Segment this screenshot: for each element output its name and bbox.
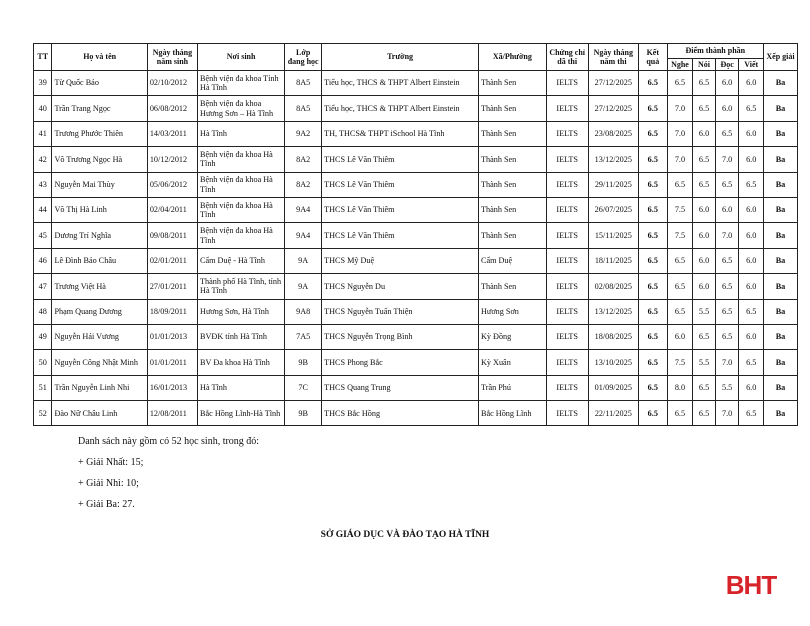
department-title: SỞ GIÁO DỤC VÀ ĐÀO TẠO HÀ TĨNH <box>320 530 490 540</box>
cell-school: THCS Mỹ Duệ <box>322 248 479 273</box>
cell-grade: 9B <box>285 350 322 375</box>
cell-school: THCS Nguyễn Tuấn Thiện <box>322 299 479 324</box>
cell-row-number: 49 <box>34 324 52 349</box>
cell-certificate: IELTS <box>546 147 588 172</box>
cell-student-name: Võ Thị Hà Linh <box>52 197 147 222</box>
cell-result: 6.5 <box>638 96 667 121</box>
cell-row-number: 50 <box>34 350 52 375</box>
cell-birthplace: Bệnh viện đa khoa Hà Tĩnh <box>198 223 285 248</box>
cell-exam-date: 15/11/2025 <box>588 223 638 248</box>
cell-result: 6.5 <box>638 375 667 400</box>
cell-school: THCS Lê Văn Thiêm <box>322 197 479 222</box>
cell-exam-date: 13/10/2025 <box>588 350 638 375</box>
cell-score-listening: 7.0 <box>667 96 693 121</box>
cell-score-reading: 6.5 <box>715 121 739 146</box>
cell-row-number: 46 <box>34 248 52 273</box>
table-row <box>34 121 798 146</box>
cell-grade: 8A5 <box>285 71 322 96</box>
summary <box>78 437 259 521</box>
cell-prize-rank: Ba <box>764 96 798 121</box>
cell-birthplace: Hà Tĩnh <box>198 375 285 400</box>
table-row <box>34 248 798 273</box>
cell-result: 6.5 <box>638 350 667 375</box>
cell-score-writing: 6.5 <box>739 350 764 375</box>
cell-result: 6.5 <box>638 248 667 273</box>
cell-certificate: IELTS <box>546 172 588 197</box>
table-row <box>34 96 798 121</box>
cell-grade: 8A5 <box>285 96 322 121</box>
cell-prize-rank: Ba <box>764 172 798 197</box>
cell-score-reading: 7.0 <box>715 223 739 248</box>
cell-grade: 9A4 <box>285 223 322 248</box>
header-listening: Nghe <box>667 59 693 71</box>
cell-result: 6.5 <box>638 71 667 96</box>
cell-score-reading: 6.0 <box>715 96 739 121</box>
cell-score-reading: 6.0 <box>715 71 739 96</box>
cell-score-speaking: 6.5 <box>693 172 716 197</box>
cell-student-name: Dương Trí Nghĩa <box>52 223 147 248</box>
cell-certificate: IELTS <box>546 375 588 400</box>
cell-ward: Trần Phú <box>479 375 547 400</box>
cell-certificate: IELTS <box>546 223 588 248</box>
cell-birthplace: Bệnh viện đa khoa Hà Tĩnh <box>198 197 285 222</box>
cell-prize-rank: Ba <box>764 375 798 400</box>
cell-student-name: Trương Phước Thiên <box>52 121 147 146</box>
cell-prize-rank: Ba <box>764 248 798 273</box>
cell-date-of-birth: 18/09/2011 <box>147 299 197 324</box>
cell-score-reading: 5.5 <box>715 375 739 400</box>
cell-certificate: IELTS <box>546 274 588 299</box>
cell-score-listening: 6.5 <box>667 274 693 299</box>
cell-score-listening: 7.5 <box>667 223 693 248</box>
cell-school: Tiểu học, THCS & THPT Albert Einstein <box>322 71 479 96</box>
cell-score-listening: 6.5 <box>667 248 693 273</box>
header-result: Kết quả <box>638 44 667 71</box>
cell-exam-date: 01/09/2025 <box>588 375 638 400</box>
cell-exam-date: 27/12/2025 <box>588 71 638 96</box>
header-birthplace: Nơi sinh <box>198 44 285 71</box>
table-row <box>34 324 798 349</box>
cell-grade: 7C <box>285 375 322 400</box>
cell-birthplace: Bệnh viện đa khoa Hương Sơn – Hà Tĩnh <box>198 96 285 121</box>
cell-certificate: IELTS <box>546 299 588 324</box>
cell-grade: 8A2 <box>285 172 322 197</box>
cell-ward: Bắc Hồng Lĩnh <box>479 401 547 426</box>
cell-exam-date: 29/11/2025 <box>588 172 638 197</box>
cell-ward: Thành Sen <box>479 172 547 197</box>
header-grade: Lớp đang học <box>285 44 322 71</box>
cell-row-number: 39 <box>34 71 52 96</box>
cell-score-speaking: 6.5 <box>693 147 716 172</box>
cell-score-reading: 6.5 <box>715 299 739 324</box>
cell-date-of-birth: 02/04/2011 <box>147 197 197 222</box>
cell-score-writing: 6.0 <box>739 324 764 349</box>
cell-birthplace: Bệnh viện đa khoa Tỉnh Hà Tĩnh <box>198 71 285 96</box>
cell-score-speaking: 6.0 <box>693 121 716 146</box>
cell-date-of-birth: 12/08/2011 <box>147 401 197 426</box>
cell-prize-rank: Ba <box>764 147 798 172</box>
cell-birthplace: BVĐK tỉnh Hà Tĩnh <box>198 324 285 349</box>
cell-ward: Kỳ Xuân <box>479 350 547 375</box>
cell-exam-date: 18/11/2025 <box>588 248 638 273</box>
table-row <box>34 172 798 197</box>
cell-date-of-birth: 01/01/2011 <box>147 350 197 375</box>
cell-student-name: Lê Đình Bảo Châu <box>52 248 147 273</box>
cell-score-reading: 6.5 <box>715 248 739 273</box>
cell-score-speaking: 6.0 <box>693 274 716 299</box>
cell-school: THCS Phong Bắc <box>322 350 479 375</box>
cell-school: THCS Quang Trung <box>322 375 479 400</box>
cell-student-name: Nguyễn Hải Vương <box>52 324 147 349</box>
cell-row-number: 41 <box>34 121 52 146</box>
cell-prize-rank: Ba <box>764 401 798 426</box>
cell-birthplace: Hà Tĩnh <box>198 121 285 146</box>
cell-prize-rank: Ba <box>764 223 798 248</box>
cell-certificate: IELTS <box>546 71 588 96</box>
cell-birthplace: Cẩm Duệ - Hà Tĩnh <box>198 248 285 273</box>
cell-score-listening: 7.0 <box>667 147 693 172</box>
cell-score-reading: 6.5 <box>715 172 739 197</box>
cell-exam-date: 27/12/2025 <box>588 96 638 121</box>
cell-student-name: Trần Nguyễn Linh Nhi <box>52 375 147 400</box>
cell-birthplace: Bệnh viện đa khoa Hà Tĩnh <box>198 172 285 197</box>
cell-birthplace: BV Đa khoa Hà Tĩnh <box>198 350 285 375</box>
cell-student-name: Trương Việt Hà <box>52 274 147 299</box>
cell-score-reading: 7.0 <box>715 350 739 375</box>
cell-score-listening: 6.0 <box>667 324 693 349</box>
cell-prize-rank: Ba <box>764 121 798 146</box>
cell-school: THCS Lê Văn Thiêm <box>322 172 479 197</box>
cell-ward: Thành Sen <box>479 274 547 299</box>
cell-birthplace: Hương Sơn, Hà Tĩnh <box>198 299 285 324</box>
cell-student-name: Đào Nữ Châu Linh <box>52 401 147 426</box>
cell-result: 6.5 <box>638 274 667 299</box>
cell-student-name: Từ Quốc Bảo <box>52 71 147 96</box>
cell-date-of-birth: 10/12/2012 <box>147 147 197 172</box>
cell-student-name: Nguyễn Công Nhật Minh <box>52 350 147 375</box>
table-row <box>34 197 798 222</box>
cell-result: 6.5 <box>638 121 667 146</box>
cell-grade: 9A <box>285 274 322 299</box>
cell-certificate: IELTS <box>546 96 588 121</box>
cell-grade: 8A2 <box>285 147 322 172</box>
summary-first-prize: + Giải Nhất: 15; <box>78 457 144 468</box>
summary-third-prize: + Giải Ba: 27. <box>78 499 135 510</box>
cell-prize-rank: Ba <box>764 350 798 375</box>
cell-score-speaking: 6.5 <box>693 401 716 426</box>
cell-birthplace: Bắc Hồng Lĩnh-Hà Tĩnh <box>198 401 285 426</box>
cell-ward: Cẩm Duệ <box>479 248 547 273</box>
cell-result: 6.5 <box>638 401 667 426</box>
cell-row-number: 40 <box>34 96 52 121</box>
cell-date-of-birth: 14/03/2011 <box>147 121 197 146</box>
cell-exam-date: 22/11/2025 <box>588 401 638 426</box>
cell-score-reading: 7.0 <box>715 147 739 172</box>
table-row <box>34 350 798 375</box>
cell-score-writing: 6.0 <box>739 197 764 222</box>
cell-score-writing: 6.0 <box>739 375 764 400</box>
cell-date-of-birth: 01/01/2013 <box>147 324 197 349</box>
cell-exam-date: 02/08/2025 <box>588 274 638 299</box>
cell-school: THCS Bắc Hồng <box>322 401 479 426</box>
cell-row-number: 42 <box>34 147 52 172</box>
cell-ward: Thành Sen <box>479 71 547 96</box>
cell-school: Tiểu học, THCS & THPT Albert Einstein <box>322 96 479 121</box>
cell-score-writing: 6.0 <box>739 248 764 273</box>
cell-grade: 9B <box>285 401 322 426</box>
cell-ward: Thành Sen <box>479 121 547 146</box>
cell-student-name: Nguyễn Mai Thùy <box>52 172 147 197</box>
cell-exam-date: 18/08/2025 <box>588 324 638 349</box>
cell-score-speaking: 6.0 <box>693 197 716 222</box>
cell-score-writing: 6.5 <box>739 172 764 197</box>
cell-exam-date: 13/12/2025 <box>588 147 638 172</box>
cell-score-speaking: 6.0 <box>693 248 716 273</box>
cell-school: THCS Lê Văn Thiêm <box>322 223 479 248</box>
cell-date-of-birth: 27/01/2011 <box>147 274 197 299</box>
header-reading: Đọc <box>715 59 739 71</box>
cell-row-number: 44 <box>34 197 52 222</box>
cell-certificate: IELTS <box>546 350 588 375</box>
cell-score-reading: 7.0 <box>715 401 739 426</box>
header-rank: Xếp giải <box>764 44 798 71</box>
cell-certificate: IELTS <box>546 324 588 349</box>
results-body <box>34 71 798 426</box>
table-row <box>34 401 798 426</box>
cell-date-of-birth: 16/01/2013 <box>147 375 197 400</box>
summary-intro: Danh sách này gồm có 52 học sinh, trong đó: <box>78 436 260 447</box>
cell-score-writing: 6.5 <box>739 401 764 426</box>
cell-score-writing: 6.0 <box>739 121 764 146</box>
cell-row-number: 52 <box>34 401 52 426</box>
header-tt: TT <box>34 44 52 71</box>
cell-student-name: Võ Trương Ngọc Hà <box>52 147 147 172</box>
table-row <box>34 375 798 400</box>
table-row <box>34 299 798 324</box>
cell-row-number: 48 <box>34 299 52 324</box>
cell-certificate: IELTS <box>546 197 588 222</box>
header-name: Họ và tên <box>52 44 147 71</box>
header-exam-date: Ngày tháng năm thi <box>588 44 638 71</box>
cell-result: 6.5 <box>638 324 667 349</box>
cell-result: 6.5 <box>638 223 667 248</box>
cell-score-speaking: 6.5 <box>693 324 716 349</box>
cell-school: THCS Nguyễn Du <box>322 274 479 299</box>
cell-result: 6.5 <box>638 172 667 197</box>
cell-score-writing: 6.0 <box>739 274 764 299</box>
cell-ward: Thành Sen <box>479 96 547 121</box>
cell-grade: 9A2 <box>285 121 322 146</box>
cell-school: THCS Lê Văn Thiêm <box>322 147 479 172</box>
cell-score-listening: 6.5 <box>667 71 693 96</box>
cell-prize-rank: Ba <box>764 299 798 324</box>
cell-row-number: 43 <box>34 172 52 197</box>
cell-grade: 9A <box>285 248 322 273</box>
cell-birthplace: Bệnh viện đa khoa Hà Tĩnh <box>198 147 285 172</box>
table-row <box>34 274 798 299</box>
cell-ward: Thành Sen <box>479 197 547 222</box>
header-speaking: Nói <box>693 59 716 71</box>
cell-date-of-birth: 09/08/2011 <box>147 223 197 248</box>
cell-prize-rank: Ba <box>764 197 798 222</box>
header-ward: Xã/Phường <box>479 44 547 71</box>
cell-row-number: 47 <box>34 274 52 299</box>
cell-score-speaking: 6.5 <box>693 96 716 121</box>
header-scores: Điểm thành phần <box>667 44 763 59</box>
cell-score-writing: 6.0 <box>739 147 764 172</box>
cell-score-reading: 6.0 <box>715 197 739 222</box>
cell-date-of-birth: 02/01/2011 <box>147 248 197 273</box>
header-school: Trường <box>322 44 479 71</box>
cell-score-speaking: 6.0 <box>693 223 716 248</box>
cell-grade: 9A8 <box>285 299 322 324</box>
cell-birthplace: Thành phố Hà Tĩnh, tỉnh Hà Tĩnh <box>198 274 285 299</box>
cell-prize-rank: Ba <box>764 274 798 299</box>
cell-row-number: 51 <box>34 375 52 400</box>
cell-exam-date: 26/07/2025 <box>588 197 638 222</box>
cell-certificate: IELTS <box>546 121 588 146</box>
cell-score-writing: 6.0 <box>739 223 764 248</box>
cell-score-listening: 6.5 <box>667 299 693 324</box>
cell-result: 6.5 <box>638 299 667 324</box>
cell-school: TH, THCS& THPT iSchool Hà Tĩnh <box>322 121 479 146</box>
header-writing: Viết <box>739 59 764 71</box>
cell-score-reading: 6.5 <box>715 324 739 349</box>
cell-score-listening: 7.5 <box>667 197 693 222</box>
cell-score-writing: 6.5 <box>739 96 764 121</box>
cell-exam-date: 13/12/2025 <box>588 299 638 324</box>
cell-school: THCS Nguyễn Trọng Bình <box>322 324 479 349</box>
header-dob: Ngày tháng năm sinh <box>147 44 197 71</box>
header-cert: Chứng chỉ dã thi <box>546 44 588 71</box>
cell-score-listening: 8.0 <box>667 375 693 400</box>
cell-date-of-birth: 06/08/2012 <box>147 96 197 121</box>
cell-score-writing: 6.0 <box>739 71 764 96</box>
cell-score-listening: 6.5 <box>667 401 693 426</box>
cell-prize-rank: Ba <box>764 324 798 349</box>
cell-date-of-birth: 02/10/2012 <box>147 71 197 96</box>
cell-prize-rank: Ba <box>764 71 798 96</box>
cell-score-writing: 6.5 <box>739 299 764 324</box>
cell-ward: Thành Sen <box>479 223 547 248</box>
table-row <box>34 223 798 248</box>
summary-second-prize: + Giải Nhì: 10; <box>78 478 139 489</box>
cell-certificate: IELTS <box>546 401 588 426</box>
table-row <box>34 147 798 172</box>
cell-exam-date: 23/08/2025 <box>588 121 638 146</box>
cell-score-speaking: 5.5 <box>693 299 716 324</box>
cell-score-speaking: 6.5 <box>693 375 716 400</box>
cell-score-listening: 7.5 <box>667 350 693 375</box>
cell-ward: Kỳ Đồng <box>479 324 547 349</box>
logo-text: BHT <box>725 572 777 598</box>
cell-grade: 9A4 <box>285 197 322 222</box>
table-row <box>34 71 798 96</box>
cell-score-speaking: 6.5 <box>693 71 716 96</box>
cell-date-of-birth: 05/06/2012 <box>147 172 197 197</box>
cell-student-name: Trần Trang Ngọc <box>52 96 147 121</box>
cell-grade: 7A5 <box>285 324 322 349</box>
cell-ward: Hương Sơn <box>479 299 547 324</box>
cell-student-name: Phạm Quang Dương <box>52 299 147 324</box>
cell-result: 6.5 <box>638 147 667 172</box>
cell-score-listening: 6.5 <box>667 172 693 197</box>
cell-certificate: IELTS <box>546 248 588 273</box>
cell-row-number: 45 <box>34 223 52 248</box>
cell-result: 6.5 <box>638 197 667 222</box>
bht-logo-icon <box>720 572 782 598</box>
cell-score-speaking: 5.5 <box>693 350 716 375</box>
cell-ward: Thành Sen <box>479 147 547 172</box>
cell-score-listening: 7.0 <box>667 121 693 146</box>
cell-score-reading: 6.5 <box>715 274 739 299</box>
results-table <box>33 43 798 426</box>
